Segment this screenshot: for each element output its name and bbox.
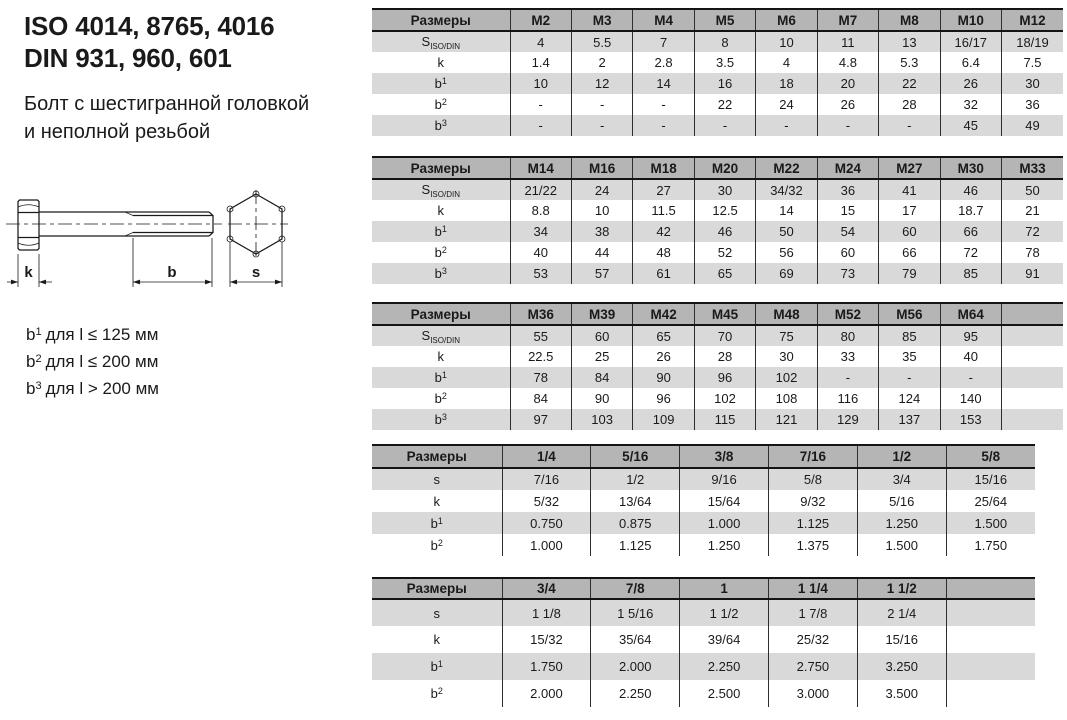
value-cell: 46 (940, 179, 1001, 200)
size-column-header: Размеры (372, 578, 502, 599)
size-header-cell: M33 (1002, 157, 1064, 179)
table-row (372, 653, 1035, 680)
value-cell: 27 (633, 179, 694, 200)
value-cell: 2.000 (502, 680, 591, 707)
value-cell: 5.3 (879, 52, 940, 73)
value-cell: 1/2 (591, 468, 680, 490)
page-title (24, 10, 274, 74)
value-cell: 60 (571, 325, 632, 346)
bolt-head-side-view (18, 200, 39, 250)
size-header-cell: 3/4 (502, 578, 591, 599)
value-cell: 116 (817, 388, 878, 409)
value-cell: 84 (571, 367, 632, 388)
row-label: k (437, 349, 444, 364)
value-cell: 16 (694, 73, 755, 94)
value-cell: 69 (756, 263, 817, 284)
dimension-label-s: s (251, 264, 261, 281)
value-cell: 91 (1002, 263, 1064, 284)
value-cell (1002, 388, 1064, 409)
size-header-cell: M56 (879, 303, 940, 325)
size-header-cell: 1 1/2 (857, 578, 946, 599)
value-cell: 109 (633, 409, 694, 430)
value-cell: 36 (1002, 94, 1064, 115)
value-cell: 45 (940, 115, 1001, 136)
value-cell: 12.5 (694, 200, 755, 221)
table-row (372, 512, 1035, 534)
row-label: $b^3$ (434, 118, 447, 133)
table-row (372, 73, 1063, 94)
size-header-cell: M16 (571, 157, 632, 179)
value-cell: - (879, 115, 940, 136)
value-cell: 72 (1002, 221, 1064, 242)
value-cell: 40 (940, 346, 1001, 367)
value-cell: 1 1/2 (680, 599, 769, 626)
table-row (372, 367, 1063, 388)
value-cell: 96 (633, 388, 694, 409)
value-cell: 66 (879, 242, 940, 263)
row-label: $S_{ISO/DIN}$ (421, 327, 460, 345)
value-cell: 44 (571, 242, 632, 263)
table-row (372, 52, 1063, 73)
size-header-cell: M18 (633, 157, 694, 179)
value-cell: 85 (940, 263, 1001, 284)
title-iso-line: ISO 4014, 8765, 4016 (24, 11, 275, 41)
value-cell: 3.000 (768, 680, 857, 707)
table-row (372, 325, 1063, 346)
value-cell: 80 (817, 325, 878, 346)
size-header-cell: M8 (879, 9, 940, 31)
value-cell: 25 (571, 346, 632, 367)
size-header-cell: M39 (571, 303, 632, 325)
value-cell: 26 (940, 73, 1001, 94)
value-cell: 70 (694, 325, 755, 346)
value-cell: 40 (510, 242, 571, 263)
value-cell: 13/64 (591, 490, 680, 512)
value-cell: 9/32 (768, 490, 857, 512)
value-cell (946, 599, 1035, 626)
size-header-cell: 7/8 (591, 578, 680, 599)
value-cell: 30 (756, 346, 817, 367)
value-cell: 4 (756, 52, 817, 73)
value-cell (1002, 367, 1064, 388)
value-cell: 78 (510, 367, 571, 388)
value-cell: - (756, 115, 817, 136)
table-row (372, 242, 1063, 263)
value-cell: 14 (633, 73, 694, 94)
value-cell: 28 (879, 94, 940, 115)
value-cell: 14 (756, 200, 817, 221)
value-cell: 39/64 (680, 626, 769, 653)
value-cell: 24 (756, 94, 817, 115)
bolt-drawing-svg (4, 180, 324, 312)
footnote-b2: $b^2$ для l ≤ 200 мм (26, 352, 159, 371)
table-row (372, 94, 1063, 115)
size-column-header: Размеры (372, 157, 510, 179)
value-cell: 121 (756, 409, 817, 430)
value-cell: 15/64 (680, 490, 769, 512)
value-cell: 8 (694, 31, 755, 52)
value-cell: - (510, 94, 571, 115)
value-cell: 48 (633, 242, 694, 263)
dimension-table-inch-1-4-to-5-8 (372, 444, 1035, 556)
row-label: $S_{ISO/DIN}$ (421, 33, 460, 51)
value-cell: 2.000 (591, 653, 680, 680)
size-header-cell: M3 (571, 9, 632, 31)
value-cell: - (633, 115, 694, 136)
value-cell: 50 (756, 221, 817, 242)
value-cell: 66 (940, 221, 1001, 242)
table-row (372, 200, 1063, 221)
value-cell: 60 (817, 242, 878, 263)
value-cell: 11.5 (633, 200, 694, 221)
value-cell: 16/17 (940, 31, 1001, 52)
size-header-cell: 1 (680, 578, 769, 599)
row-label: $b^2$ (434, 97, 447, 112)
value-cell: 6.4 (940, 52, 1001, 73)
value-cell: 15/32 (502, 626, 591, 653)
size-header-cell: M14 (510, 157, 571, 179)
size-header-cell: M4 (633, 9, 694, 31)
size-header-cell: 5/16 (591, 445, 680, 468)
value-cell: 5/16 (857, 490, 946, 512)
size-header-cell: M12 (1002, 9, 1064, 31)
size-header-cell (1002, 303, 1064, 325)
value-cell: 95 (940, 325, 1001, 346)
value-cell: 102 (694, 388, 755, 409)
value-cell: 49 (1002, 115, 1064, 136)
dimension-b (133, 238, 212, 287)
table-row (372, 346, 1063, 367)
value-cell: 1.375 (768, 534, 857, 556)
value-cell: 2 (571, 52, 632, 73)
size-header-cell: M10 (940, 9, 1001, 31)
value-cell: 15/16 (946, 468, 1035, 490)
value-cell: 75 (756, 325, 817, 346)
row-label: $b^3$ (434, 412, 447, 427)
value-cell: 56 (756, 242, 817, 263)
value-cell: 17 (879, 200, 940, 221)
value-cell: - (817, 367, 878, 388)
value-cell: 15 (817, 200, 878, 221)
value-cell: 2.750 (768, 653, 857, 680)
title-din-line: DIN 931, 960, 601 (24, 43, 232, 73)
value-cell: 33 (817, 346, 878, 367)
value-cell: 35/64 (591, 626, 680, 653)
value-cell (1002, 325, 1064, 346)
size-header-cell: M30 (940, 157, 1001, 179)
table-row (372, 221, 1063, 242)
size-header-cell: M36 (510, 303, 571, 325)
value-cell: 96 (694, 367, 755, 388)
value-cell: 108 (756, 388, 817, 409)
value-cell: 1.250 (680, 534, 769, 556)
value-cell: 1.750 (502, 653, 591, 680)
value-cell: 7 (633, 31, 694, 52)
value-cell: 124 (879, 388, 940, 409)
value-cell: - (633, 94, 694, 115)
dimension-label-b: b (167, 264, 177, 281)
footnote-b3: $b^3$ для l > 200 мм (26, 379, 159, 398)
size-header-cell: 3/8 (680, 445, 769, 468)
row-label: $b^1$ (434, 224, 447, 239)
table-row (372, 490, 1035, 512)
value-cell: 153 (940, 409, 1001, 430)
value-cell: 129 (817, 409, 878, 430)
value-cell: 103 (571, 409, 632, 430)
footnote-b1: $b^1$ для l ≤ 125 мм (26, 325, 159, 344)
value-cell: 8.8 (510, 200, 571, 221)
value-cell: 0.875 (591, 512, 680, 534)
value-cell: 10 (510, 73, 571, 94)
value-cell: - (510, 115, 571, 136)
value-cell: 20 (817, 73, 878, 94)
product-description (24, 90, 309, 146)
value-cell: 10 (571, 200, 632, 221)
value-cell: 30 (694, 179, 755, 200)
value-cell: 1 7/8 (768, 599, 857, 626)
value-cell: 115 (694, 409, 755, 430)
value-cell: 85 (879, 325, 940, 346)
dimension-table-metric-m2-m12 (372, 8, 1063, 136)
value-cell: 1 1/8 (502, 599, 591, 626)
value-cell (946, 626, 1035, 653)
value-cell: 3.250 (857, 653, 946, 680)
value-cell: 25/32 (768, 626, 857, 653)
value-cell: 30 (1002, 73, 1064, 94)
value-cell: 28 (694, 346, 755, 367)
value-cell: 55 (510, 325, 571, 346)
value-cell: 25/64 (946, 490, 1035, 512)
size-header-cell: 5/8 (946, 445, 1035, 468)
table-row (372, 626, 1035, 653)
value-cell: 1.4 (510, 52, 571, 73)
value-cell: 2.250 (680, 653, 769, 680)
value-cell: 1.125 (591, 534, 680, 556)
value-cell: 10 (756, 31, 817, 52)
value-cell: 5/32 (502, 490, 591, 512)
value-cell: 35 (879, 346, 940, 367)
value-cell: 79 (879, 263, 940, 284)
value-cell: 26 (817, 94, 878, 115)
table-row (372, 388, 1063, 409)
dimension-table-metric-m36-m64 (372, 302, 1063, 430)
row-label: $b^2$ (430, 686, 443, 701)
value-cell: 4.8 (817, 52, 878, 73)
row-label: $b^2$ (430, 537, 443, 553)
value-cell: 42 (633, 221, 694, 242)
table-row (372, 599, 1035, 626)
value-cell (946, 653, 1035, 680)
row-label: $S_{ISO/DIN}$ (421, 181, 460, 199)
value-cell: 22 (694, 94, 755, 115)
value-cell: 1.125 (768, 512, 857, 534)
value-cell: 32 (940, 94, 1001, 115)
size-header-cell: M48 (756, 303, 817, 325)
size-header-cell: M20 (694, 157, 755, 179)
row-label: s (433, 472, 440, 487)
size-header-cell: M2 (510, 9, 571, 31)
value-cell: 50 (1002, 179, 1064, 200)
size-header-cell (946, 578, 1035, 599)
size-header-cell: M24 (817, 157, 878, 179)
row-label: $b^3$ (434, 266, 447, 281)
value-cell: 97 (510, 409, 571, 430)
value-cell: 60 (879, 221, 940, 242)
value-cell: 46 (694, 221, 755, 242)
value-cell: 1.000 (502, 534, 591, 556)
value-cell: 22 (879, 73, 940, 94)
value-cell: 18.7 (940, 200, 1001, 221)
value-cell: 13 (879, 31, 940, 52)
description-line-1: Болт с шестигранной головкой (24, 93, 310, 115)
value-cell: 140 (940, 388, 1001, 409)
value-cell: 54 (817, 221, 878, 242)
size-header-cell: M45 (694, 303, 755, 325)
row-label: $b^2$ (434, 391, 447, 406)
value-cell: 90 (571, 388, 632, 409)
value-cell: 65 (694, 263, 755, 284)
value-cell: - (940, 367, 1001, 388)
value-cell: 5/8 (768, 468, 857, 490)
value-cell: 0.750 (502, 512, 591, 534)
value-cell: 2.500 (680, 680, 769, 707)
value-cell: 2 1/4 (857, 599, 946, 626)
value-cell: 5.5 (571, 31, 632, 52)
dimension-label-k: k (24, 264, 33, 281)
size-header-cell: 7/16 (768, 445, 857, 468)
value-cell: 72 (940, 242, 1001, 263)
value-cell: 7/16 (502, 468, 591, 490)
value-cell: 9/16 (680, 468, 769, 490)
table-row (372, 115, 1063, 136)
row-label: $b^1$ (434, 76, 447, 91)
size-column-header: Размеры (372, 9, 510, 31)
table-row (372, 179, 1063, 200)
value-cell: 1.500 (857, 534, 946, 556)
value-cell: - (571, 115, 632, 136)
value-cell: 4 (510, 31, 571, 52)
table-row (372, 680, 1035, 707)
row-label: $b^1$ (430, 659, 443, 674)
table-row (372, 468, 1035, 490)
value-cell: 41 (879, 179, 940, 200)
dimension-table-metric-m14-m33 (372, 156, 1063, 284)
table-row (372, 263, 1063, 284)
row-label: $b^1$ (430, 515, 443, 531)
value-cell: 22.5 (510, 346, 571, 367)
size-column-header: Размеры (372, 445, 502, 468)
dimension-table-inch-3-4-to-1-1-2 (372, 577, 1035, 707)
value-cell: 1.500 (946, 512, 1035, 534)
value-cell: 73 (817, 263, 878, 284)
value-cell: 21/22 (510, 179, 571, 200)
value-cell: 3/4 (857, 468, 946, 490)
value-cell: - (817, 115, 878, 136)
value-cell: 7.5 (1002, 52, 1064, 73)
value-cell: - (571, 94, 632, 115)
value-cell: - (694, 115, 755, 136)
size-header-cell: 1/2 (857, 445, 946, 468)
value-cell: 3.5 (694, 52, 755, 73)
table-row (372, 409, 1063, 430)
value-cell: 1.750 (946, 534, 1035, 556)
row-label: $b^2$ (434, 245, 447, 260)
value-cell: 11 (817, 31, 878, 52)
size-header-cell: M52 (817, 303, 878, 325)
size-header-cell: 1 1/4 (768, 578, 857, 599)
value-cell (1002, 346, 1064, 367)
value-cell: 1.250 (857, 512, 946, 534)
row-label: $b^1$ (434, 370, 447, 385)
row-label: s (433, 605, 440, 621)
size-header-cell: M64 (940, 303, 1001, 325)
size-header-cell: M6 (756, 9, 817, 31)
value-cell: 21 (1002, 200, 1064, 221)
size-header-cell: M5 (694, 9, 755, 31)
dimension-k (7, 254, 52, 287)
value-cell: 18/19 (1002, 31, 1064, 52)
bolt-technical-drawing (4, 180, 324, 312)
value-cell: 26 (633, 346, 694, 367)
value-cell: 36 (817, 179, 878, 200)
value-cell: 57 (571, 263, 632, 284)
row-label: k (433, 632, 440, 647)
value-cell: 12 (571, 73, 632, 94)
value-cell: 1 5/16 (591, 599, 680, 626)
value-cell: 84 (510, 388, 571, 409)
value-cell: 65 (633, 325, 694, 346)
description-line-2: и неполной резьбой (24, 121, 211, 143)
value-cell: 1.000 (680, 512, 769, 534)
size-header-cell: M7 (817, 9, 878, 31)
size-column-header: Размеры (372, 303, 510, 325)
value-cell: 53 (510, 263, 571, 284)
value-cell: 2.8 (633, 52, 694, 73)
value-cell: 34/32 (756, 179, 817, 200)
value-cell (946, 680, 1035, 707)
value-cell: 90 (633, 367, 694, 388)
value-cell: - (879, 367, 940, 388)
table-row (372, 534, 1035, 556)
value-cell: 78 (1002, 242, 1064, 263)
value-cell: 52 (694, 242, 755, 263)
value-cell: 102 (756, 367, 817, 388)
value-cell: 38 (571, 221, 632, 242)
size-header-cell: 1/4 (502, 445, 591, 468)
value-cell (1002, 409, 1064, 430)
row-label: k (437, 203, 444, 218)
table-row (372, 31, 1063, 52)
value-cell: 2.250 (591, 680, 680, 707)
row-label: k (437, 55, 444, 70)
value-cell: 3.500 (857, 680, 946, 707)
value-cell: 15/16 (857, 626, 946, 653)
value-cell: 24 (571, 179, 632, 200)
value-cell: 18 (756, 73, 817, 94)
size-header-cell: M27 (879, 157, 940, 179)
value-cell: 34 (510, 221, 571, 242)
footnotes (26, 320, 159, 401)
value-cell: 137 (879, 409, 940, 430)
value-cell: 61 (633, 263, 694, 284)
size-header-cell: M42 (633, 303, 694, 325)
size-header-cell: M22 (756, 157, 817, 179)
row-label: k (433, 493, 440, 509)
